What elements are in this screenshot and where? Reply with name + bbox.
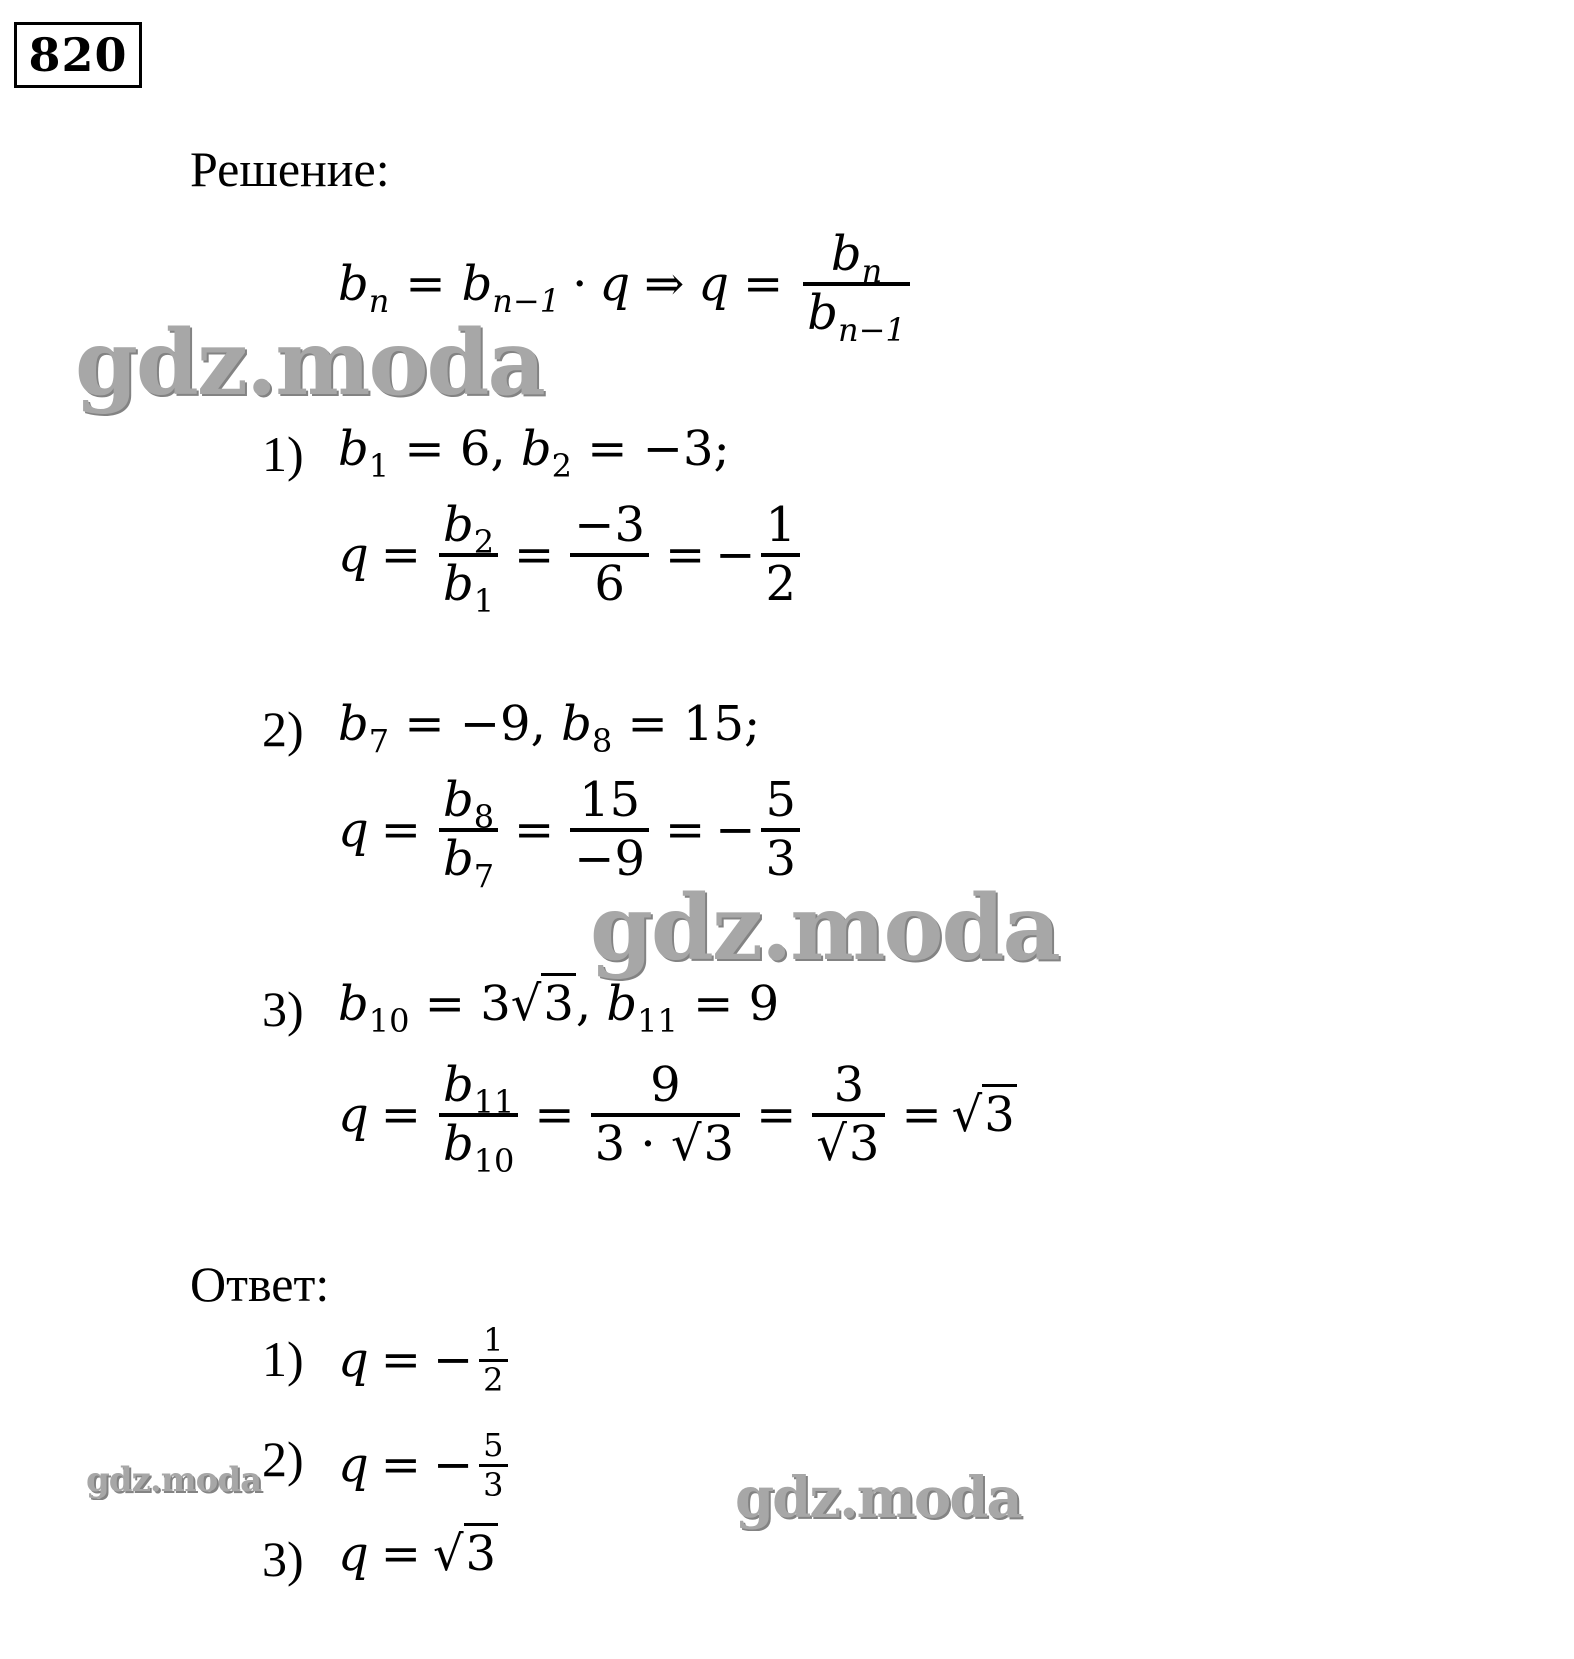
item-1-label: 1) [262, 426, 304, 482]
item-3-computation: q = $\frac{b_{11}}{b_{10}}$ = $\frac{9}{3 \cdot √3}$ = $\frac{3}{√3}$ = √3 [338, 1056, 1015, 1180]
answer-2: q = − $\frac{5}{3}$ [338, 1415, 514, 1515]
watermark-logo: gdz.moda [735, 1465, 1021, 1531]
answer-1: q = − $\frac{1}{2}$ [338, 1310, 514, 1410]
item-1-given: $b_1 = 6$, $b_2 = -3$; [338, 421, 730, 485]
item-2-label: 2) [262, 701, 304, 757]
answer-2-label: 2) [262, 1431, 304, 1487]
item-3-given: $b_{10} = 3√3$, $b_{11} = 9$ [338, 980, 779, 1028]
watermark-logo: gdz.moda [86, 1460, 262, 1500]
problem-number: 820 [14, 22, 142, 88]
item-1-computation: q = $\frac{b_2}{b_1}$ = $\frac{-3}{6}$ = − $\frac{1}{2}$ [338, 485, 806, 625]
general-formula: $b_n$ = $b_{n-1}$ · q ⇒ q = $\frac{b_n}{b_{n-1}}$ [338, 214, 916, 354]
answer-1-label: 1) [262, 1331, 304, 1387]
solution-heading: Решение: [190, 141, 390, 197]
item-3-label: 3) [262, 981, 304, 1037]
watermark-logo: gdz.moda [590, 875, 1059, 981]
answer-3-label: 3) [262, 1531, 304, 1587]
item-2-given: $b_7 = -9$, $b_8 = 15$; [338, 696, 761, 760]
answer-heading: Ответ: [190, 1256, 330, 1312]
item-2-computation: q = $\frac{b_8}{b_7}$ = $\frac{15}{-9}$ = − $\frac{5}{3}$ [338, 760, 806, 900]
general-fraction: $\frac{b_n}{b_{n-1}}$ [803, 227, 910, 341]
answer-3: q = √3 [338, 1530, 498, 1578]
watermark-logo: gdz.moda [75, 310, 544, 416]
